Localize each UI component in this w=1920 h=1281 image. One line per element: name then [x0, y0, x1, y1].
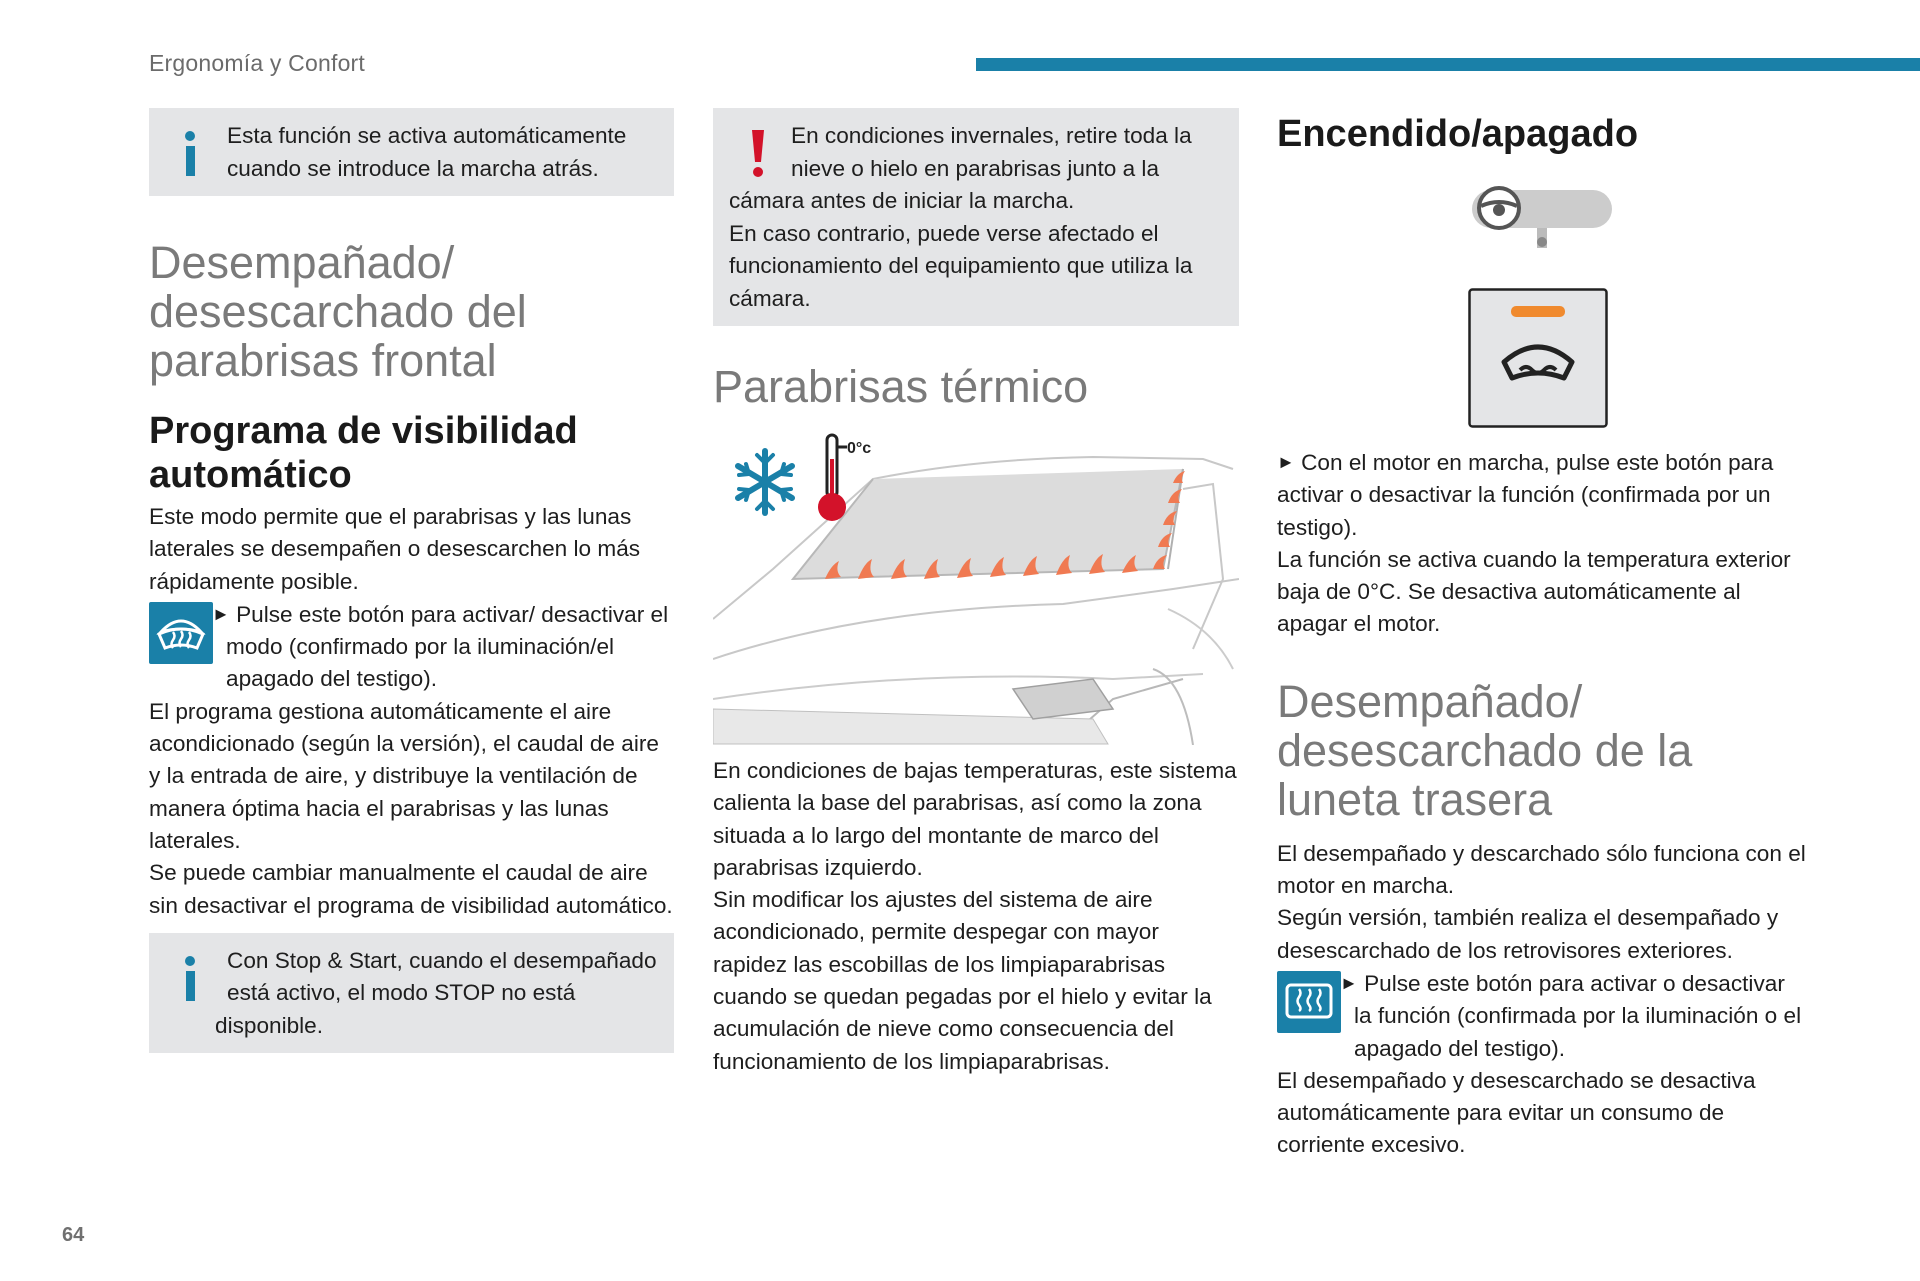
column-middle: [713, 108, 1239, 1078]
arrow-bullet: ►: [1277, 452, 1295, 472]
section-title-line: desescarchado de la: [1277, 724, 1693, 776]
warning-text-1: En condiciones invernales, retire toda la nieve o hielo en parabrisas junto a la cámara antes de iniciar la marcha.: [729, 123, 1192, 213]
col3-body-top: [1277, 446, 1807, 641]
subtitle-auto-visibility: Programa de visibilidad automático: [149, 410, 578, 496]
program-paragraph: El programa gestiona automáticamente el aire acondicionado (según la versión), el caudal de aire y la entrada de aire, y distribuye la ventilación de manera óptima hacia el parabrisas y las lunas laterales.: [149, 698, 659, 853]
section-title-line: luneta trasera: [1277, 773, 1553, 825]
front-defrost-button-icon: [149, 602, 213, 664]
section-title-front-defrost: [149, 238, 674, 385]
rear-button-instruction-label: Pulse este botón para activar o desactivar la función (confirmada por la iluminación o el apagado del testigo).: [1354, 970, 1802, 1061]
header-accent-bar: [976, 58, 1920, 71]
section-title-line: parabrisas frontal: [149, 335, 497, 386]
info-icon: [177, 949, 213, 1005]
column-right: [1277, 108, 1807, 1162]
rear-defrost-para1: El desempañado y descarchado sólo funciona con el motor en marcha.: [1277, 840, 1806, 899]
activation-paragraph: La función se activa cuando la temperatura exterior baja de 0°C. Se desactiva automáticamente al apagar el motor.: [1277, 546, 1791, 637]
rear-button-instruction-text: [1277, 967, 1807, 1065]
heated-windscreen-illustration: [713, 429, 1239, 745]
section-title-heated-windscreen: Parabrisas térmico: [713, 361, 1089, 412]
section-header: Ergonomía y Confort: [149, 50, 366, 76]
column-left: [149, 108, 674, 1053]
section-title-line: desescarchado del: [149, 286, 527, 337]
rear-defrost-para2: Según versión, también realiza el desempañado y desescarchado de los retrovisores exteriores.: [1277, 905, 1779, 963]
info-icon: [177, 124, 213, 180]
info-note-text: Esta función se activa automáticamente cuando se introduce la marcha atrás.: [227, 123, 627, 181]
temperature-label: 0°c: [847, 440, 872, 457]
section-title-line: Desempañado/: [1277, 675, 1583, 727]
heated-windscreen-button: [1468, 288, 1608, 428]
rear-defrost-para3: El desempañado y desescarchado se desactiva automáticamente para evitar un consumo de corriente excesivo.: [1277, 1067, 1756, 1158]
button-instruction-text: [149, 598, 674, 696]
button-instruction: [149, 598, 674, 696]
section-title-rear-defrost: [1277, 677, 1807, 824]
warning-note: [713, 108, 1239, 326]
rear-view-mirror-icon: [1467, 184, 1617, 254]
rear-defrost-button-icon: [1277, 971, 1341, 1033]
warning-text-2: En caso contrario, puede verse afectado el funcionamiento del equipamiento que utiliza la cámara.: [729, 220, 1193, 311]
heated-windscreen-para2: Sin modificar los ajustes del sistema de aire acondicionado, permite despegar con mayor rapidez las escobillas de los limpiaparabrisas cuando se quedan pegadas por el hielo y evitar la acumulación de nieve como consecuencia del funcionamiento de los limpiaparabrisas.: [713, 887, 1212, 1074]
section-title-line: Desempañado/: [149, 237, 455, 288]
rear-button-instruction: [1277, 967, 1807, 1065]
on-off-instruction-text: Con el motor en marcha, pulse este botón para activar o desactivar la función (confirmada por un testigo).: [1277, 450, 1774, 540]
warning-icon: [741, 124, 777, 180]
col1-body: [149, 501, 674, 922]
heated-windscreen-para1: En condiciones de bajas temperaturas, este sistema calienta la base del parabrisas, así como la zona situada a lo largo del montante de marco del parabrisas izquierdo.: [713, 758, 1237, 880]
on-off-instruction: [1277, 446, 1807, 544]
arrow-bullet: ►: [1340, 972, 1358, 993]
page-number: 64: [62, 1224, 85, 1246]
info-note-bottom: [149, 933, 674, 1053]
subtitle-on-off: Encendido/apagado: [1277, 113, 1639, 155]
col2-body: [713, 755, 1239, 1078]
button-instruction-label: Pulse este botón para activar/ desactivar el modo (confirmado por la iluminación/el apagado del testigo).: [226, 601, 669, 692]
arrow-bullet: ►: [212, 603, 230, 624]
col3-body-bottom: [1277, 838, 1807, 1162]
info-note-top: [149, 108, 674, 196]
intro-paragraph: Este modo permite que el parabrisas y las lunas laterales se desempañen o desescarchen lo más rápidamente posible.: [149, 504, 641, 594]
manual-flow-paragraph: Se puede cambiar manualmente el caudal de aire sin desactivar el programa de visibilidad automático.: [149, 860, 673, 918]
info-note-text: Con Stop & Start, cuando el desempañado está activo, el modo STOP no está disponible.: [215, 947, 657, 1038]
